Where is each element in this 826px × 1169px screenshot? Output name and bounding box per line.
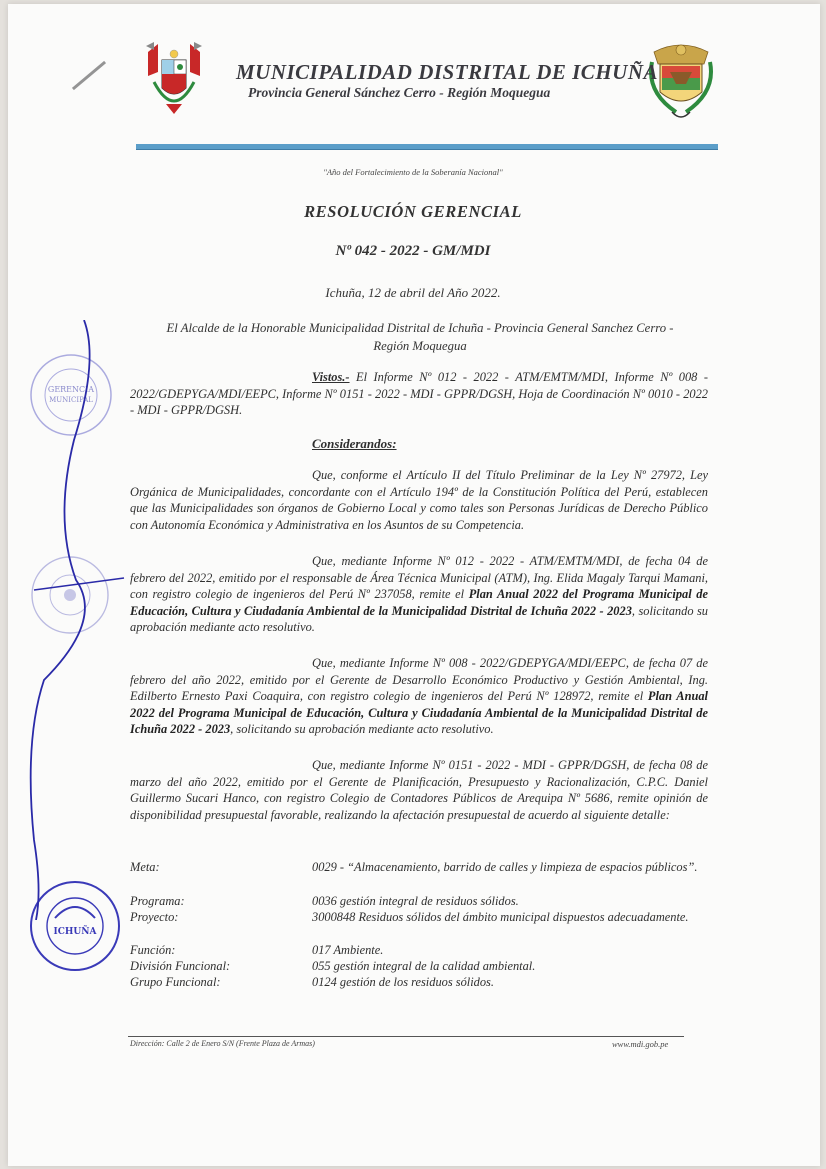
considerando-paragraph-2 [130, 553, 708, 636]
year-motto: "Año del Fortalecimiento de la Soberanía Nacional" [323, 167, 503, 177]
detail-value: 0124 gestión de los residuos sólidos. [312, 975, 494, 989]
resolution-title: RESOLUCIÓN GERENCIAL [304, 202, 522, 221]
svg-text:GERENCIA: GERENCIA [47, 385, 95, 394]
footer-website: www.mdi.gob.pe [612, 1039, 669, 1049]
detail-value: 0029 - “Almacenamiento, barrido de calles y limpieza de espacios públicos”. [312, 860, 698, 874]
considerando-paragraph-3 [130, 655, 708, 738]
svg-text:ICHUÑA: ICHUÑA [53, 927, 97, 937]
institution-subtitle: Provincia General Sánchez Cerro - Región Moquegua [248, 85, 551, 100]
paragraph-3-end: , solicitando su aprobación mediante acto resolutivo. [230, 722, 494, 737]
detail-label: Función: [130, 943, 176, 957]
plan-name: Plan Anual 2022 del Programa Municipal de Educación, Cultura y Ciudadanía Ambiental de la Municipalidad Distrital de Ichuña 2022 - 2023 [130, 689, 708, 737]
paragraph-3-text: Que, mediante Informe Nº 008 - 2022/GDEPYGA/MDI/EEPC, de fecha 07 de febrero del año 2022, emitido por el Gerente de Desarrollo Económico Productivo y Gestión Ambiental, Ing. Edilberto Ernesto Paxi Coaquira, con registro colegio de ingenieros del Perú Nº 128972, remite el [130, 656, 708, 704]
vistos-label: Vistos.- [312, 370, 350, 384]
footer-divider [128, 1036, 684, 1037]
vistos-text: El Informe Nº 012 - 2022 - ATM/EMTM/MDI, Informe Nº 008 - 2022/GDEPYGA/MDI/EEPC, Informe Nº 0151 - 2022 - MDI - GPPR/DGSH, Hoja de Coordinación Nº 0010 - 2022 - MDI - GPPR/DGSH. [130, 370, 708, 418]
institution-name: MUNICIPALIDAD DISTRITAL DE ICHUÑA [236, 60, 658, 84]
detail-value: 0036 gestión integral de residuos sólidos. [312, 894, 519, 908]
plan-name: Plan Anual 2022 del Programa Municipal de Educación, Cultura y Ciudadanía Ambiental de la Municipalidad Distrital de Ichuña 2022 - 2023 [130, 587, 708, 618]
detail-label: Grupo Funcional: [130, 975, 221, 989]
detail-value: 017 Ambiente. [312, 943, 384, 957]
alcalde-line: El Alcalde de la Honorable Municipalidad Distrital de Ichuña - Provincia General Sanchez Cerro - Región Moquegua [166, 321, 674, 353]
detail-value: 055 gestión integral de la calidad ambiental. [312, 959, 536, 973]
detail-label: Meta: [130, 860, 160, 874]
detail-label: Proyecto: [130, 910, 179, 924]
paragraph-2-text: Que, mediante Informe Nº 012 - 2022 - ATM/EMTM/MDI, de fecha 04 de febrero del 2022, emitido por el responsable de Área Técnica Municipal (ATM), Ing. Elida Magaly Tarqui Mamani, con registro colegio de ingenieros del Perú Nº 237058, remite el [130, 554, 708, 602]
detail-label: División Funcional: [130, 959, 231, 973]
svg-text:MUNICIPAL: MUNICIPAL [49, 396, 93, 404]
peru-coat-of-arms-icon [144, 42, 204, 118]
detail-label: Programa: [130, 894, 185, 908]
considerando-paragraph-1: Que, conforme el Artículo II del Título Preliminar de la Ley Nº 27972, Ley Orgánica de Municipalidades, concordante con el Artículo 194º de la Constitución Política del Perú, establecen que las Municipalidades son órganos de Gobierno Local y como tales son Personas Jurídicas de Derecho Público con Autonomía Económica y Administrativa en los Asuntos de su Competencia. [130, 468, 708, 532]
signature [14, 320, 134, 920]
paragraph-2-end: , solicitando su aprobación mediante acto resolutivo. [130, 603, 708, 635]
detail-value: 3000848 Residuos sólidos del ámbito municipal dispuestos adecuadamente. [312, 910, 689, 924]
considerando-paragraph-4: Que, mediante Informe Nº 0151 - 2022 - MDI - GPPR/DGSH, de fecha 08 de marzo del año 2022, emitido por el Gerente de Planificación, Presupuesto y Racionalización, C.P.C. Daniel Guillermo Sucari Hanco, con registro Colegio de Contadores Públicos de Arequipa Nº 5686, remite opinión de disponibilidad presupuestal favorable, realizando la afectación presupuestal de acuerdo al siguiente detalle: [130, 758, 708, 822]
resolution-number: Nº 042 - 2022 - GM/MDI [335, 243, 491, 259]
vistos-paragraph [130, 369, 708, 419]
header-divider [136, 144, 718, 150]
considerandos-heading: Considerandos: [312, 436, 397, 451]
footer-address: Dirección: Calle 2 de Enero S/N (Frente Plaza de Armas) [130, 1039, 315, 1048]
pencil-mark [72, 61, 106, 90]
resolution-date: Ichuña, 12 de abril del Año 2022. [325, 285, 501, 300]
